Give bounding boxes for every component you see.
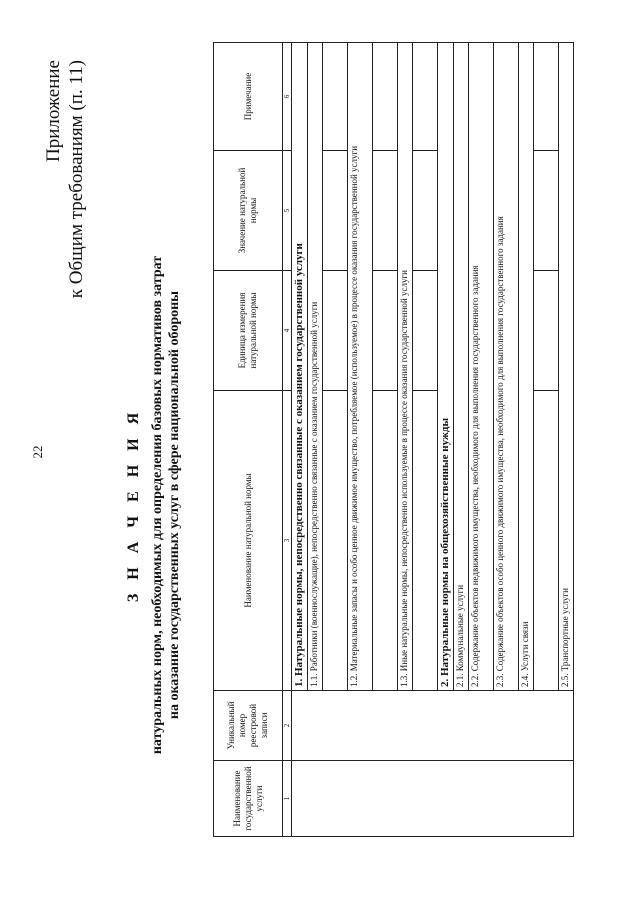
row-2-4-label: 2.4. Услуги связи [519, 43, 534, 691]
norm-cell [534, 391, 559, 691]
document-title: З Н А Ч Е Н И Я [125, 407, 142, 603]
unit-cell [413, 271, 438, 391]
value-cell [323, 151, 348, 271]
heading-line1: натуральных норм, необходимых для определения базовых нормативов затрат [150, 255, 165, 755]
note-cell [534, 43, 559, 151]
col-num: 6 [283, 43, 292, 151]
norm-cell [373, 391, 398, 691]
header-row [214, 43, 283, 837]
appendix-note [42, 60, 88, 298]
norms-table [213, 42, 574, 837]
column-numbers-row [283, 43, 292, 837]
header-norm-name: Наименование натуральной нормы [214, 391, 283, 691]
registry-number-cell [292, 691, 574, 761]
value-cell [534, 151, 559, 271]
header-service-name: Наименование государственной услуги [214, 761, 283, 837]
col-num: 3 [283, 391, 292, 691]
header-registry-number: Уникальный номер реестровой записи [214, 691, 283, 761]
row-2-2-label: 2.2. Содержание объектов недвижимого имущества, необходимого для выполнения государственного задания [469, 43, 494, 691]
col-num: 1 [283, 761, 292, 837]
row-2-5-label: 2.5. Транспортные услуги [559, 43, 574, 691]
heading-line2: на оказание государственных услуг в сфере национальной обороны [167, 290, 182, 720]
norm-cell [413, 391, 438, 691]
col-num: 2 [283, 691, 292, 761]
col-num: 4 [283, 271, 292, 391]
row-2-1-label: 2.1. Коммунальные услуги [454, 43, 469, 691]
unit-cell [534, 271, 559, 391]
value-cell [413, 151, 438, 271]
row-1-2-label: 1.2. Материальные запасы и особо ценное движимое имущество, потребляемое (используемое) в процессе оказания государственной услуги [348, 43, 373, 691]
row-1-1-label: 1.1. Работники (военнослужащие), непосредственно связанные с оказанием государственной услуги [308, 43, 323, 691]
appendix-line1: Приложение [43, 60, 64, 162]
header-value: Значение натуральной нормы [214, 151, 283, 271]
norm-cell [323, 391, 348, 691]
service-name-cell [292, 761, 574, 837]
unit-cell [323, 271, 348, 391]
header-unit: Единица измерения натуральной нормы [214, 271, 283, 391]
value-cell [373, 151, 398, 271]
section1-title: 1. Натуральные нормы, непосредственно связанные с оказанием государственной услуги [292, 43, 308, 691]
document-heading [125, 225, 183, 785]
page-number: 22 [30, 445, 45, 459]
col-num: 5 [283, 151, 292, 271]
section2-title: 2. Натуральные нормы на общехозяйственные нужды [438, 43, 454, 691]
unit-cell [373, 271, 398, 391]
note-cell [323, 43, 348, 151]
header-note: Примечание [214, 43, 283, 151]
section-row [292, 43, 308, 837]
note-cell [373, 43, 398, 151]
appendix-line2: к Общим требованиям (п. 11) [66, 60, 87, 299]
row-1-3-label: 1.3. Иные натуральные нормы, непосредственно используемые в процессе оказания государственной услуги [398, 43, 413, 691]
note-cell [413, 43, 438, 151]
row-2-3-label: 2.3. Содержание объектов особо ценного движимого имущества, необходимого для выполнения государственного задания [494, 43, 519, 691]
